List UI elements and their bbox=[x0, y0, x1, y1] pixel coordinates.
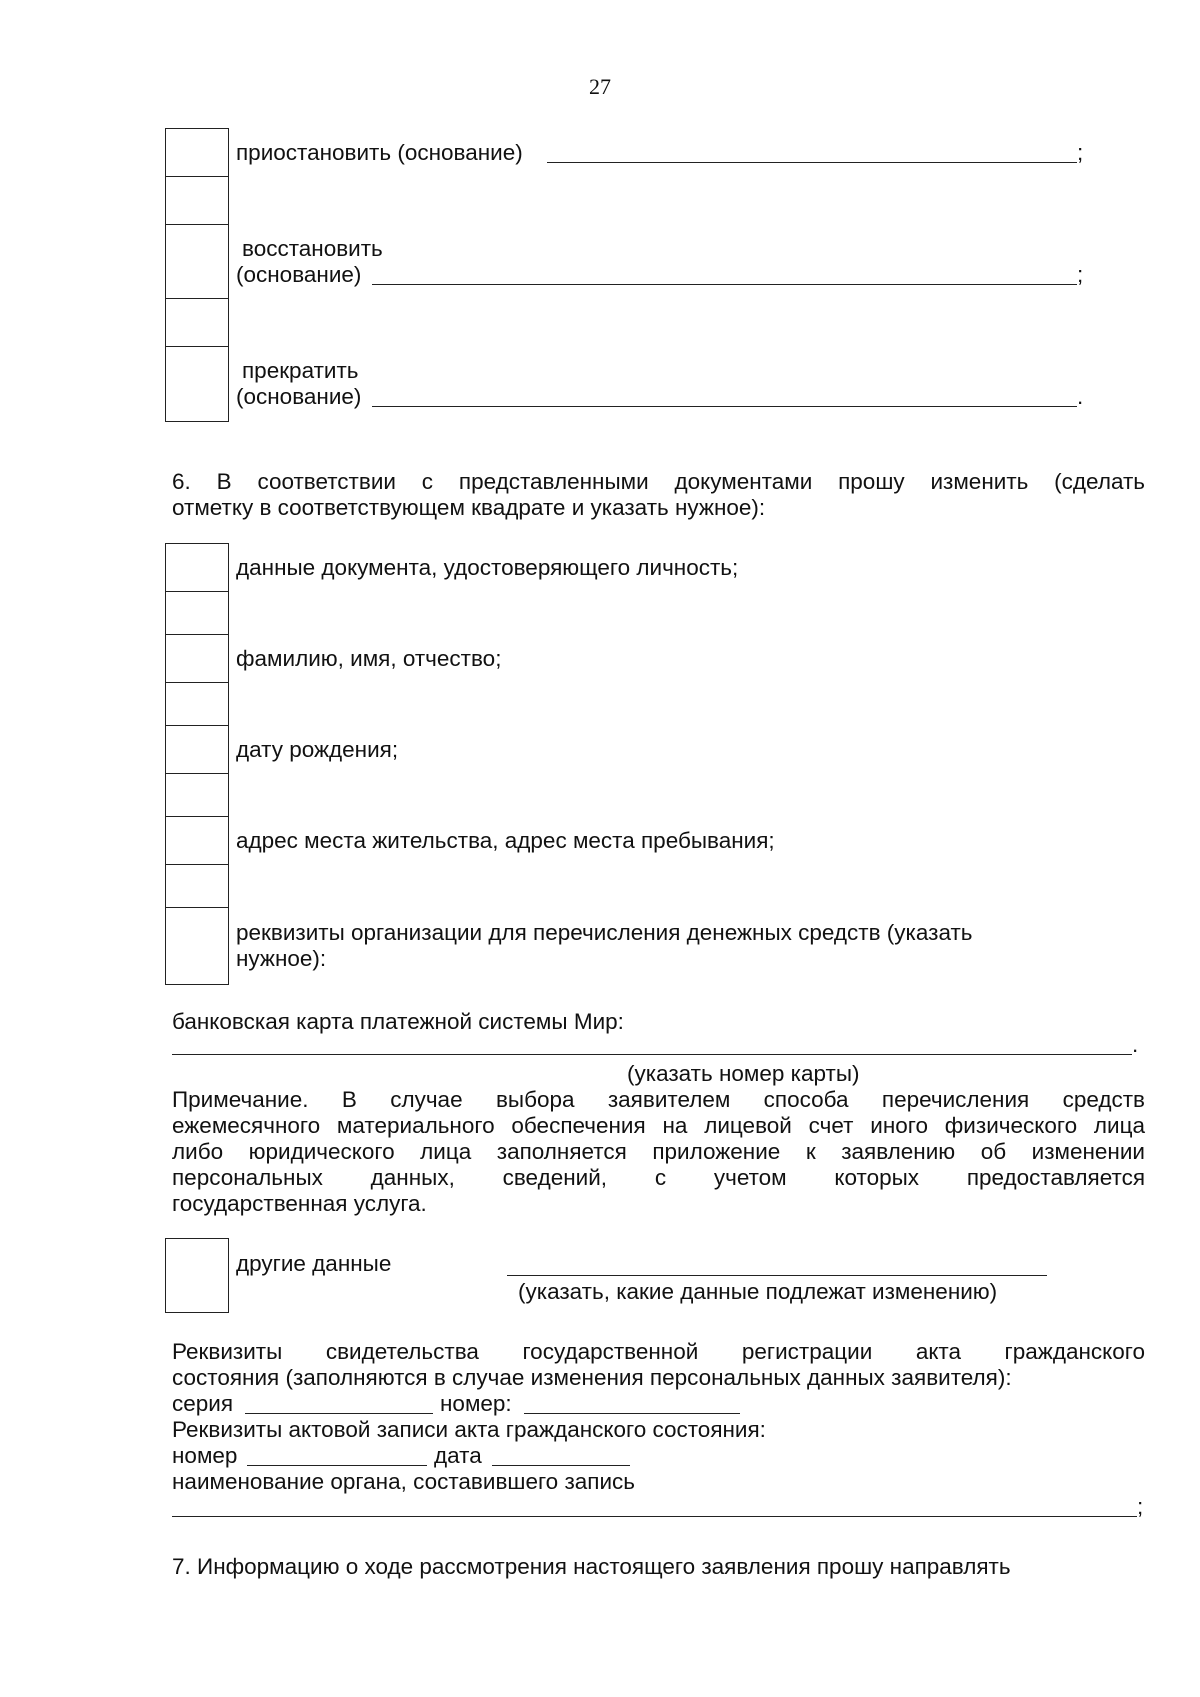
certificate-line2: состояния (заполняются в случае изменения персональных данных заявителя): bbox=[172, 1365, 1012, 1390]
note-line: ежемесячного материального обеспечения на лицевой счет иного физического лица bbox=[172, 1113, 1145, 1138]
option-birth-date: дату рождения; bbox=[236, 737, 399, 762]
restore-end: ; bbox=[1077, 262, 1084, 287]
other-data-field[interactable] bbox=[507, 1275, 1047, 1276]
restore-reason-field[interactable] bbox=[372, 284, 1077, 285]
option-bank-details-cont: нужное): bbox=[236, 946, 327, 971]
option-full-name: фамилию, имя, отчество; bbox=[236, 646, 502, 671]
spacer-box bbox=[165, 591, 229, 636]
certificate-line1: Реквизиты свидетельства государственной регистрации акта гражданского bbox=[172, 1339, 1145, 1364]
note-last-line: государственная услуга. bbox=[172, 1191, 427, 1216]
section6-intro-line2: отметку в соответствующем квадрате и указать нужное): bbox=[172, 495, 766, 520]
spacer-box bbox=[165, 682, 229, 727]
act-date-field[interactable] bbox=[492, 1465, 630, 1466]
bank-details-checkbox[interactable] bbox=[165, 907, 229, 985]
id-document-checkbox[interactable] bbox=[165, 543, 229, 593]
spacer-box bbox=[165, 773, 229, 818]
restore-label: восстановить bbox=[242, 236, 383, 261]
option-address: адрес места жительства, адрес места пребывания; bbox=[236, 828, 775, 853]
suspend-checkbox[interactable] bbox=[165, 128, 229, 178]
other-data-checkbox[interactable] bbox=[165, 1238, 229, 1313]
note-line: персональных данных, сведений, с учетом которых предоставляется bbox=[172, 1165, 1145, 1190]
organ-label: наименование органа, составившего запись bbox=[172, 1469, 635, 1494]
organ-field[interactable] bbox=[172, 1516, 1137, 1517]
full-name-checkbox[interactable] bbox=[165, 634, 229, 684]
terminate-label: прекратить bbox=[242, 358, 359, 383]
section7-text: 7. Информацию о ходе рассмотрения настоящего заявления прошу направлять bbox=[172, 1554, 1011, 1579]
organ-end: ; bbox=[1137, 1494, 1144, 1519]
suspend-end: ; bbox=[1077, 140, 1084, 165]
spacer-box bbox=[165, 176, 229, 226]
address-checkbox[interactable] bbox=[165, 816, 229, 866]
option-bank-details: реквизиты организации для перечисления денежных средств (указать bbox=[236, 920, 973, 945]
suspend-reason-field[interactable] bbox=[547, 162, 1077, 163]
note-line: либо юридического лица заполняется приложение к заявлению об изменении bbox=[172, 1139, 1145, 1164]
other-data-label: другие данные bbox=[236, 1251, 392, 1276]
other-data-hint: (указать, какие данные подлежат изменению) bbox=[518, 1279, 998, 1304]
act-number-field[interactable] bbox=[247, 1465, 427, 1466]
restore-checkbox[interactable] bbox=[165, 224, 229, 300]
act-number-label: номер bbox=[172, 1443, 238, 1468]
bank-card-label: банковская карта платежной системы Мир: bbox=[172, 1009, 624, 1034]
note-line: Примечание. В случае выбора заявителем способа перечисления средств bbox=[172, 1087, 1145, 1112]
suspend-label: приостановить (основание) bbox=[236, 140, 523, 165]
spacer-box bbox=[165, 864, 229, 909]
bank-card-hint: (указать номер карты) bbox=[627, 1061, 860, 1086]
terminate-end: . bbox=[1077, 384, 1084, 409]
series-label: серия bbox=[172, 1391, 234, 1416]
series-field[interactable] bbox=[245, 1413, 433, 1414]
bank-card-number-field[interactable] bbox=[172, 1054, 1132, 1055]
restore-basis-label: (основание) bbox=[236, 262, 362, 287]
terminate-reason-field[interactable] bbox=[372, 406, 1077, 407]
page-number: 27 bbox=[589, 74, 611, 99]
terminate-checkbox[interactable] bbox=[165, 346, 229, 422]
option-id-document: данные документа, удостоверяющего личность; bbox=[236, 555, 739, 580]
section6-intro-line1: 6. В соответствии с представленными документами прошу изменить (сделать bbox=[172, 469, 1145, 494]
act-record-label: Реквизиты актовой записи акта гражданского состояния: bbox=[172, 1417, 766, 1442]
number-field[interactable] bbox=[524, 1413, 740, 1414]
spacer-box bbox=[165, 298, 229, 348]
number-label: номер: bbox=[440, 1391, 512, 1416]
act-date-label: дата bbox=[434, 1443, 482, 1468]
birth-date-checkbox[interactable] bbox=[165, 725, 229, 775]
terminate-basis-label: (основание) bbox=[236, 384, 362, 409]
bank-card-end: . bbox=[1132, 1032, 1139, 1057]
